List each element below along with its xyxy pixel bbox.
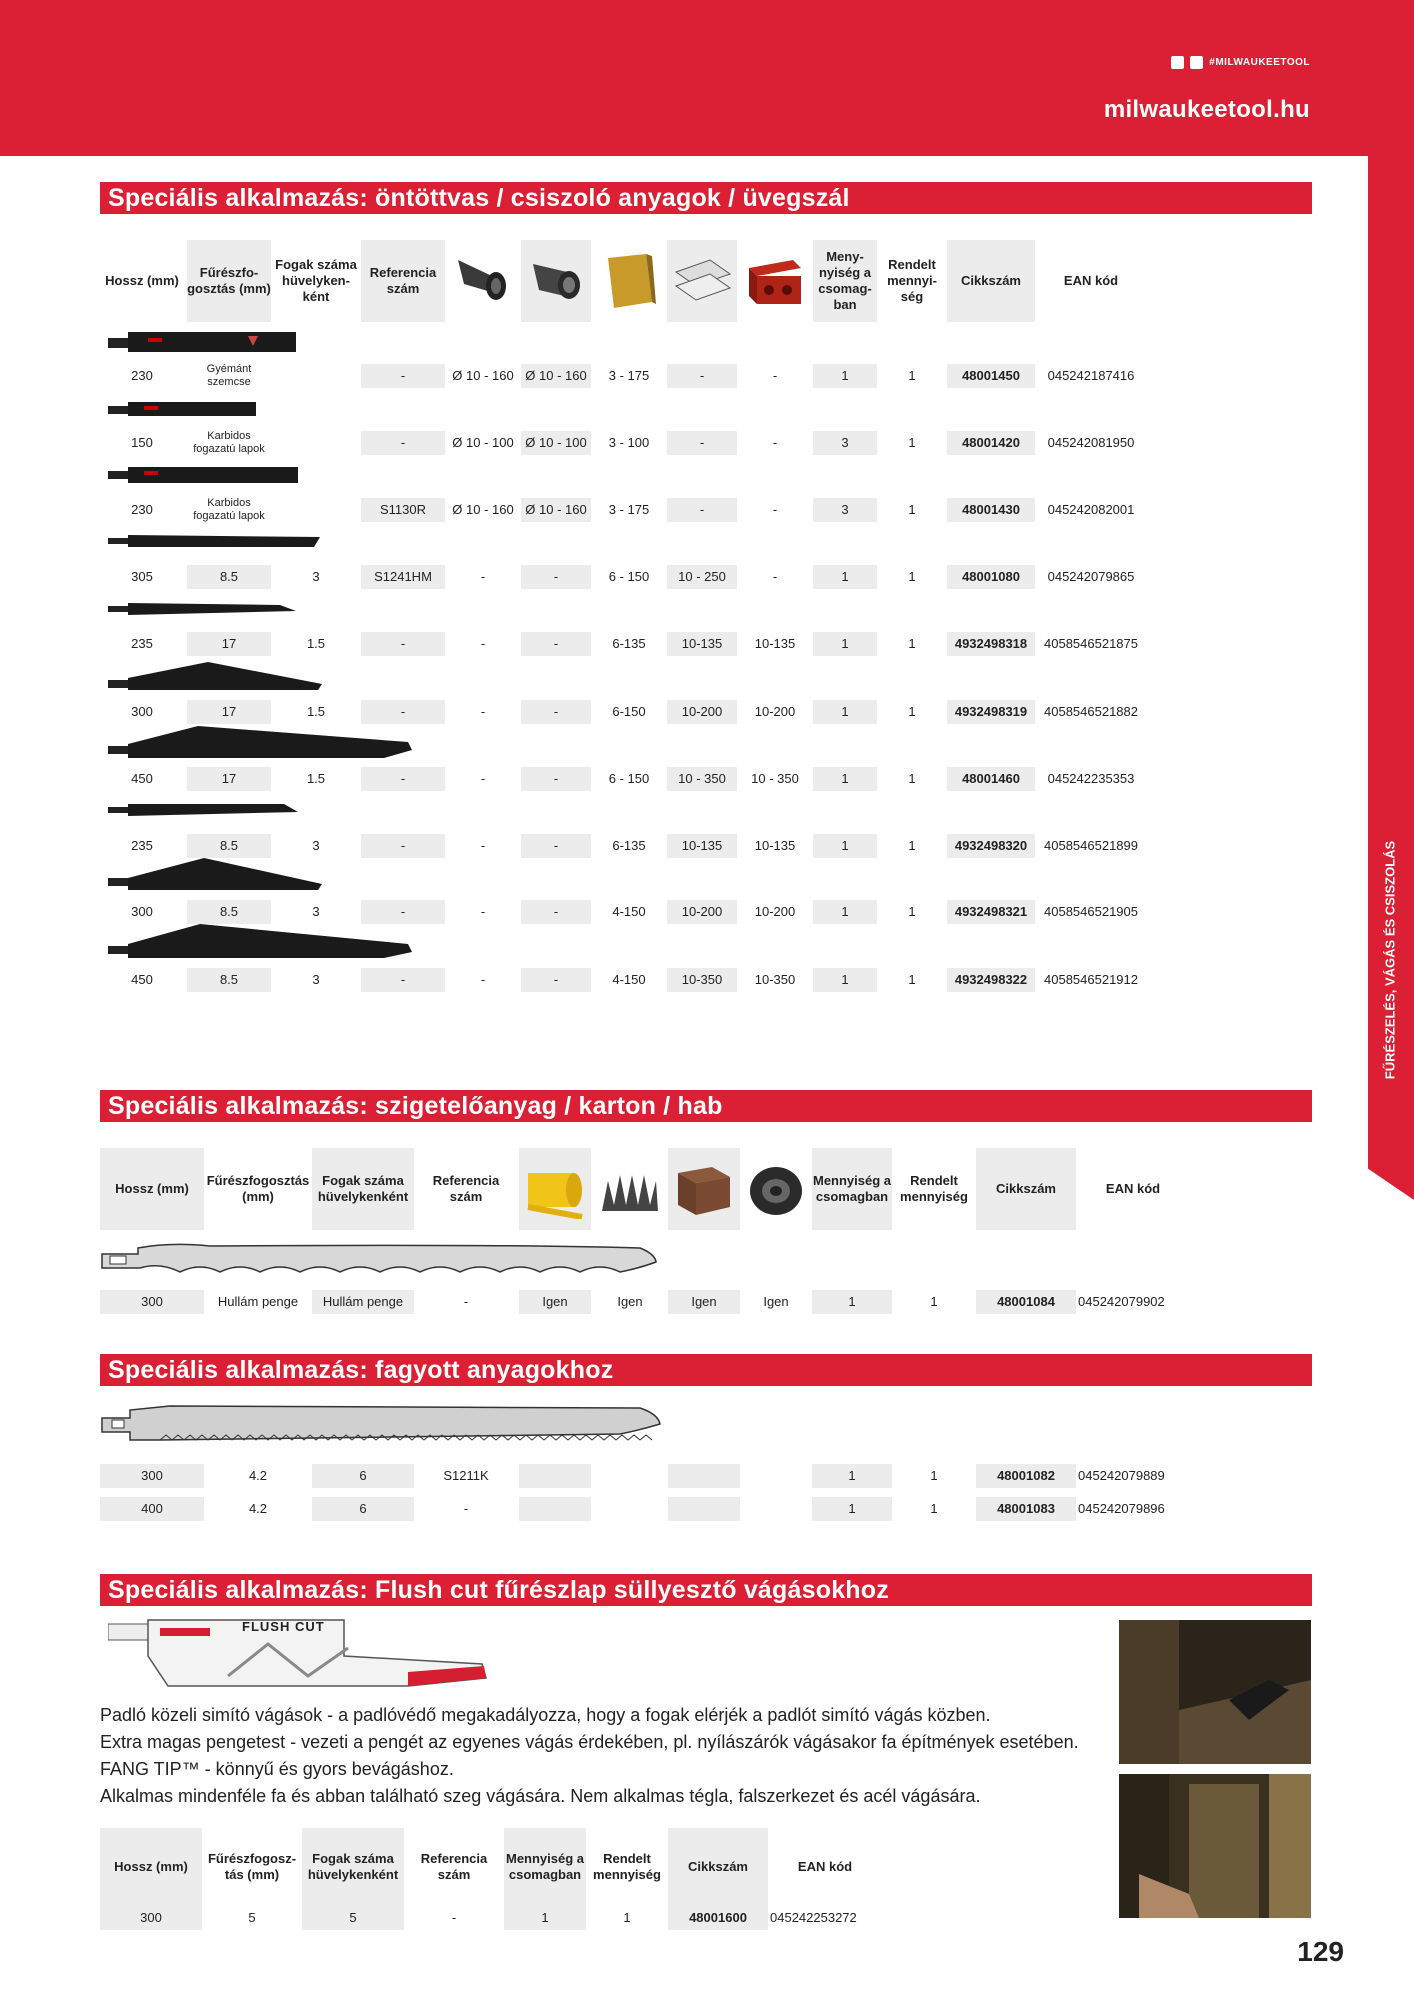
- cell-reference: -: [361, 900, 445, 924]
- cell-qty-pack: 3: [813, 431, 877, 455]
- s1-header-article: Cikkszám: [947, 240, 1035, 322]
- cell-reference: -: [361, 834, 445, 858]
- cell-range-2: -: [521, 565, 591, 589]
- feature-text-3: FANG TIP™ - könnyű és gyors bevágáshoz.: [100, 1759, 454, 1779]
- cell-length: 300: [100, 1906, 202, 1930]
- cell-carton: Igen: [668, 1290, 740, 1314]
- cell-tpi: 6: [312, 1497, 414, 1521]
- cell-range-2: Ø 10 - 160: [521, 364, 591, 388]
- cell-article-number: 48001084: [976, 1290, 1076, 1314]
- cell-range-2: -: [521, 700, 591, 724]
- section-title-3: Speciális alkalmazás: fagyott anyagokhoz: [100, 1354, 1312, 1386]
- s4-header-pitch: Fűrészfogosz-tás (mm): [207, 1851, 297, 1882]
- cell-range-2: Ø 10 - 160: [521, 498, 591, 522]
- cell-range-5: -: [772, 435, 778, 450]
- cell-article-number: 48001420: [947, 431, 1035, 455]
- cell-article-number: 4932498320: [947, 834, 1035, 858]
- cell-tpi: [274, 498, 358, 522]
- cell-range-5: 10-135: [754, 838, 796, 853]
- s2-header-icon-foam: [594, 1148, 666, 1230]
- cell-qty-pack: 1: [813, 700, 877, 724]
- cell-length: 235: [131, 838, 153, 853]
- cell-order-qty: 1: [908, 904, 916, 919]
- s2-header-icon-carton: [668, 1148, 740, 1230]
- blade-image-3: [108, 465, 300, 485]
- cell-article-number: 4932498322: [947, 968, 1035, 992]
- cell-range-1: -: [480, 771, 486, 786]
- cell-range-3: 6-135: [612, 636, 646, 651]
- cell-ean: 4058546521899: [1044, 838, 1138, 853]
- s1-header-qty-pack: Meny-nyiség a csomag-ban: [813, 240, 877, 322]
- cell-length: 150: [131, 435, 153, 450]
- cell-range-5: 10-350: [754, 972, 796, 987]
- s4-header-reference: Referencia szám: [420, 1851, 488, 1882]
- cell-reference: S1211K: [443, 1468, 489, 1483]
- cell-range-2: -: [521, 834, 591, 858]
- cell-qty-pack: 1: [813, 900, 877, 924]
- cell-range-4: 10-350: [667, 968, 737, 992]
- cell-range-2: -: [521, 767, 591, 791]
- cell-tpi: 3: [312, 838, 320, 853]
- cell-order-qty: 1: [930, 1468, 938, 1483]
- cell-qty-pack: 1: [812, 1290, 892, 1314]
- s4-header-tpi: Fogak száma hüvelykenként: [302, 1828, 404, 1906]
- cell-range-5: 10-135: [754, 636, 796, 651]
- social-tag: [1171, 56, 1310, 69]
- s1-header-reference: Referencia szám: [361, 240, 445, 322]
- cell-range-2: -: [521, 632, 591, 656]
- cell-qty-pack: 1: [813, 632, 877, 656]
- cell-ean: 045242079865: [1047, 569, 1135, 584]
- s1-header-tpi: Fogak száma hüvelyken-ként: [275, 257, 357, 304]
- cell-order-qty: 1: [908, 435, 916, 450]
- cell-reference: -: [361, 700, 445, 724]
- cell-order-qty: 1: [908, 771, 916, 786]
- cell-range-2: -: [521, 968, 591, 992]
- section-title-4: Speciális alkalmazás: Flush cut fűrészlap süllyesztő vágásokhoz: [100, 1574, 1312, 1606]
- cell-range-5: -: [772, 502, 778, 517]
- cell-range-2: Ø 10 - 100: [521, 431, 591, 455]
- cell-range-1: Ø 10 - 160: [452, 368, 514, 383]
- cell-range-5: 10 - 350: [751, 771, 799, 786]
- cell-length: 230: [131, 502, 153, 517]
- cell-range-1: -: [480, 636, 486, 651]
- cell-length: 300: [131, 704, 153, 719]
- cell-order-qty: 1: [908, 972, 916, 987]
- s2-header-article: Cikkszám: [976, 1148, 1076, 1230]
- s1-header-icon-pipe: [448, 240, 518, 322]
- cell-order-qty: 1: [908, 704, 916, 719]
- s2-header-icon-insulation: [519, 1148, 591, 1230]
- cell-range-3: 4-150: [612, 972, 646, 987]
- cell-tpi: 3: [312, 972, 320, 987]
- cell-order-qty: 1: [908, 368, 916, 383]
- cell-length: 300: [131, 904, 153, 919]
- cell-tpi: [274, 431, 358, 455]
- cell-article-number: 4932498321: [947, 900, 1035, 924]
- blade-image-8: [108, 800, 300, 820]
- cell-range-1: -: [480, 704, 486, 719]
- cell-range-4: 10-200: [667, 900, 737, 924]
- blade-image-2: [108, 400, 258, 418]
- cell-pitch: 5: [248, 1910, 256, 1925]
- cell-order-qty: 1: [908, 569, 916, 584]
- s2-header-tpi: Fogak száma hüvelykenként: [312, 1148, 414, 1230]
- cell-order-qty: 1: [908, 636, 916, 651]
- cell-pitch: 17: [187, 767, 271, 791]
- cell-pitch: 8.5: [187, 834, 271, 858]
- cell-tpi: 1.5: [306, 704, 326, 719]
- cell-range-3: 6 - 150: [608, 569, 650, 584]
- cell-length: 235: [131, 636, 153, 651]
- cell-pitch: 17: [187, 632, 271, 656]
- cell-range-4: 10 - 350: [667, 767, 737, 791]
- cell-reference: S1241HM: [361, 565, 445, 589]
- cell-range-4: -: [667, 431, 737, 455]
- facebook-icon[interactable]: [1171, 56, 1184, 69]
- cell-range-3: 4-150: [612, 904, 646, 919]
- cell-pitch: 4.2: [248, 1468, 268, 1483]
- cell-tpi: 1.5: [306, 771, 326, 786]
- cell-range-4: -: [667, 364, 737, 388]
- empty-cell: [668, 1497, 740, 1521]
- cell-range-3: 6-135: [612, 838, 646, 853]
- cell-pitch: 8.5: [187, 565, 271, 589]
- s1-header-icon-brick: [740, 240, 810, 322]
- cell-tpi: 1.5: [306, 636, 326, 651]
- blade-image-6: [108, 660, 324, 692]
- cell-ean: 4058546521912: [1044, 972, 1138, 987]
- s4-header-ean: EAN kód: [797, 1859, 853, 1874]
- cell-pitch: Hullám penge: [217, 1294, 299, 1309]
- blade-image-5: [108, 601, 298, 617]
- cell-order-qty: 1: [930, 1501, 938, 1516]
- s2-header-order-qty: Rendelt mennyiség: [900, 1173, 968, 1204]
- cell-ean: 045242081950: [1047, 435, 1135, 450]
- s2-header-qty-pack: Mennyiség a csomagban: [812, 1148, 892, 1230]
- cell-reference: -: [463, 1294, 469, 1309]
- cell-pitch: Karbidos fogazatú lapok: [193, 497, 265, 522]
- blade-image-9: [108, 856, 324, 892]
- cell-pitch: 8.5: [187, 900, 271, 924]
- frozen-blade-image: [100, 1404, 662, 1444]
- cell-length: 450: [131, 972, 153, 987]
- cell-length: 400: [100, 1497, 204, 1521]
- cell-article-number: 48001080: [947, 565, 1035, 589]
- abrasive-block-icon: [600, 250, 658, 312]
- cell-range-1: -: [480, 904, 486, 919]
- pipe-icon: [523, 250, 589, 312]
- s1-header-ean: EAN kód: [1063, 273, 1119, 288]
- cell-ean: 045242079896: [1078, 1501, 1165, 1516]
- blade-image-7: [108, 724, 414, 760]
- s1-header-order-qty: Rendelt mennyi-ség: [887, 257, 937, 304]
- cell-article-number: 48001430: [947, 498, 1035, 522]
- cell-reference: -: [361, 767, 445, 791]
- feature-text-4: Alkalmas mindenféle fa és abban található szeg vágására. Nem alkalmas tégla, falszerkezet és acél vágására.: [100, 1786, 981, 1806]
- cell-qty-pack: 1: [813, 968, 877, 992]
- cell-range-5: -: [772, 569, 778, 584]
- cell-ean: 045242235353: [1047, 771, 1135, 786]
- cell-qty-pack: 1: [812, 1464, 892, 1488]
- cell-article-number: 48001082: [976, 1464, 1076, 1488]
- cell-reference: -: [451, 1910, 457, 1925]
- cell-range-1: -: [480, 569, 486, 584]
- cell-qty-pack: 1: [504, 1906, 586, 1930]
- s1-header-icon-board: [667, 240, 737, 322]
- flush-cut-label: FLUSH CUT: [242, 1619, 325, 1634]
- section-title-1: Speciális alkalmazás: öntöttvas / csiszoló anyagok / üvegszál: [100, 182, 1312, 214]
- cell-reference: S1130R: [361, 498, 445, 522]
- cell-length: 230: [131, 368, 153, 383]
- s2-header-ean: EAN kód: [1105, 1181, 1161, 1196]
- cell-range-3: 3 - 175: [608, 368, 650, 383]
- cell-foam: Igen: [617, 1294, 643, 1309]
- website-url[interactable]: milwaukeetool.hu: [1103, 96, 1310, 123]
- wavy-blade-image: [100, 1238, 660, 1276]
- cell-range-3: 3 - 100: [608, 435, 650, 450]
- cell-article-number: 48001450: [947, 364, 1035, 388]
- cell-pitch: Karbidos fogazatú lapok: [193, 430, 265, 455]
- page-number: 129: [1297, 1936, 1344, 1967]
- cell-length: 300: [100, 1290, 204, 1314]
- cell-qty-pack: 1: [812, 1497, 892, 1521]
- board-icon: [670, 250, 734, 312]
- cell-qty-pack: 1: [813, 834, 877, 858]
- cell-length: 300: [100, 1464, 204, 1488]
- cell-order-qty: 1: [908, 838, 916, 853]
- cell-range-4: 10 - 250: [667, 565, 737, 589]
- s2-header-pitch: Fűrészfogosztás (mm): [206, 1173, 310, 1204]
- cell-range-2: -: [521, 900, 591, 924]
- cell-range-1: -: [480, 838, 486, 853]
- cell-pitch: 8.5: [187, 968, 271, 992]
- usage-photo-2: [1119, 1774, 1311, 1918]
- cell-range-5: -: [772, 368, 778, 383]
- carton-box-icon: [672, 1159, 736, 1219]
- cell-order-qty: 1: [908, 502, 916, 517]
- cell-qty-pack: 1: [813, 364, 877, 388]
- s2-header-icon-tire: [743, 1148, 809, 1230]
- cell-range-1: Ø 10 - 160: [452, 502, 514, 517]
- empty-cell: [519, 1497, 591, 1521]
- cell-ean: 045242079902: [1078, 1294, 1165, 1309]
- cell-length: 305: [131, 569, 153, 584]
- s2-header-length: Hossz (mm): [100, 1148, 204, 1230]
- cell-article-number: 4932498319: [947, 700, 1035, 724]
- usage-photo-1: [1119, 1620, 1311, 1764]
- cell-tpi: [274, 364, 358, 388]
- s4-header-order-qty: Rendelt mennyiség: [593, 1851, 661, 1882]
- feature-text-2: Extra magas pengetest - vezeti a pengét az egyenes vágás érdekében, pl. nyílászárók vágásakor fa építmények esetében.: [100, 1732, 1079, 1752]
- cell-tpi: Hullám penge: [312, 1290, 414, 1314]
- section-title-2: Speciális alkalmazás: szigetelőanyag / karton / hab: [100, 1090, 1312, 1122]
- cell-ean: 4058546521905: [1044, 904, 1138, 919]
- cell-tpi: 3: [312, 569, 320, 584]
- feature-text-1: Padló közeli simító vágások - a padlóvédő megakadályozza, hogy a fogak elérjék a padlót simító vágás közben.: [100, 1705, 991, 1725]
- s4-header-length: Hossz (mm): [100, 1828, 202, 1906]
- cell-range-5: 10-200: [754, 704, 796, 719]
- cell-range-4: -: [667, 498, 737, 522]
- tire-icon: [746, 1159, 806, 1219]
- cell-article-number: 48001600: [668, 1906, 768, 1930]
- cell-range-1: -: [480, 972, 486, 987]
- cell-range-4: 10-135: [667, 632, 737, 656]
- cell-range-1: Ø 10 - 100: [452, 435, 514, 450]
- blade-image-1: [108, 330, 298, 354]
- cell-ean: 045242082001: [1047, 502, 1135, 517]
- cell-tire: Igen: [763, 1294, 789, 1309]
- cell-pitch: 4.2: [248, 1501, 268, 1516]
- cell-range-4: 10-200: [667, 700, 737, 724]
- s4-header-qty-pack: Mennyiség a csomagban: [504, 1828, 586, 1906]
- s1-header-icon-pipe2: [521, 240, 591, 322]
- cell-tpi: 6: [312, 1464, 414, 1488]
- cell-insulation: Igen: [519, 1290, 591, 1314]
- side-tab-label: FŰRÉSZELÉS, VÁGÁS ÉS CSISZOLÁS: [1382, 840, 1398, 1080]
- cell-reference: -: [361, 431, 445, 455]
- cell-range-4: 10-135: [667, 834, 737, 858]
- cell-article-number: 48001460: [947, 767, 1035, 791]
- cell-qty-pack: 3: [813, 498, 877, 522]
- cell-article-number: 48001083: [976, 1497, 1076, 1521]
- cell-order-qty: 1: [623, 1910, 631, 1925]
- instagram-icon[interactable]: [1190, 56, 1203, 69]
- cell-ean: 4058546521882: [1044, 704, 1138, 719]
- cell-order-qty: 1: [930, 1294, 938, 1309]
- s2-header-reference: Referencia szám: [432, 1173, 500, 1204]
- cell-pitch: Gyémánt szemcse: [206, 363, 252, 388]
- cell-qty-pack: 1: [813, 767, 877, 791]
- s1-header-length: Hossz (mm): [105, 273, 179, 288]
- brick-icon: [743, 250, 807, 312]
- cell-reference: -: [361, 632, 445, 656]
- cell-reference: -: [361, 364, 445, 388]
- cell-range-3: 6 - 150: [608, 771, 650, 786]
- empty-cell: [519, 1464, 591, 1488]
- s1-header-pitch: Fűrészfo-gosztás (mm): [187, 240, 271, 322]
- insulation-roll-icon: [522, 1159, 588, 1219]
- cell-range-3: 3 - 175: [608, 502, 650, 517]
- cell-tpi: 3: [312, 904, 320, 919]
- cell-ean: 4058546521875: [1044, 636, 1138, 651]
- cell-range-5: 10-200: [754, 904, 796, 919]
- cell-ean: 045242253272: [770, 1910, 857, 1925]
- cell-qty-pack: 1: [813, 565, 877, 589]
- empty-cell: [668, 1464, 740, 1488]
- header-band: [0, 0, 1414, 156]
- cell-article-number: 4932498318: [947, 632, 1035, 656]
- cell-ean: 045242079889: [1078, 1468, 1165, 1483]
- foam-icon: [600, 1161, 660, 1217]
- cell-reference: -: [361, 968, 445, 992]
- cell-reference: -: [463, 1501, 469, 1516]
- cell-length: 450: [131, 771, 153, 786]
- s1-header-icon-abrasive: [594, 240, 664, 322]
- blade-image-4: [108, 533, 322, 549]
- cell-range-3: 6-150: [612, 704, 646, 719]
- hashtag: #MILWAUKEETOOL: [1209, 57, 1310, 68]
- cast-iron-pipe-icon: [450, 250, 516, 312]
- s4-header-article: Cikkszám: [668, 1828, 768, 1906]
- cell-pitch: 17: [187, 700, 271, 724]
- blade-image-10: [108, 922, 414, 960]
- cell-ean: 045242187416: [1047, 368, 1135, 383]
- cell-tpi: 5: [302, 1906, 404, 1930]
